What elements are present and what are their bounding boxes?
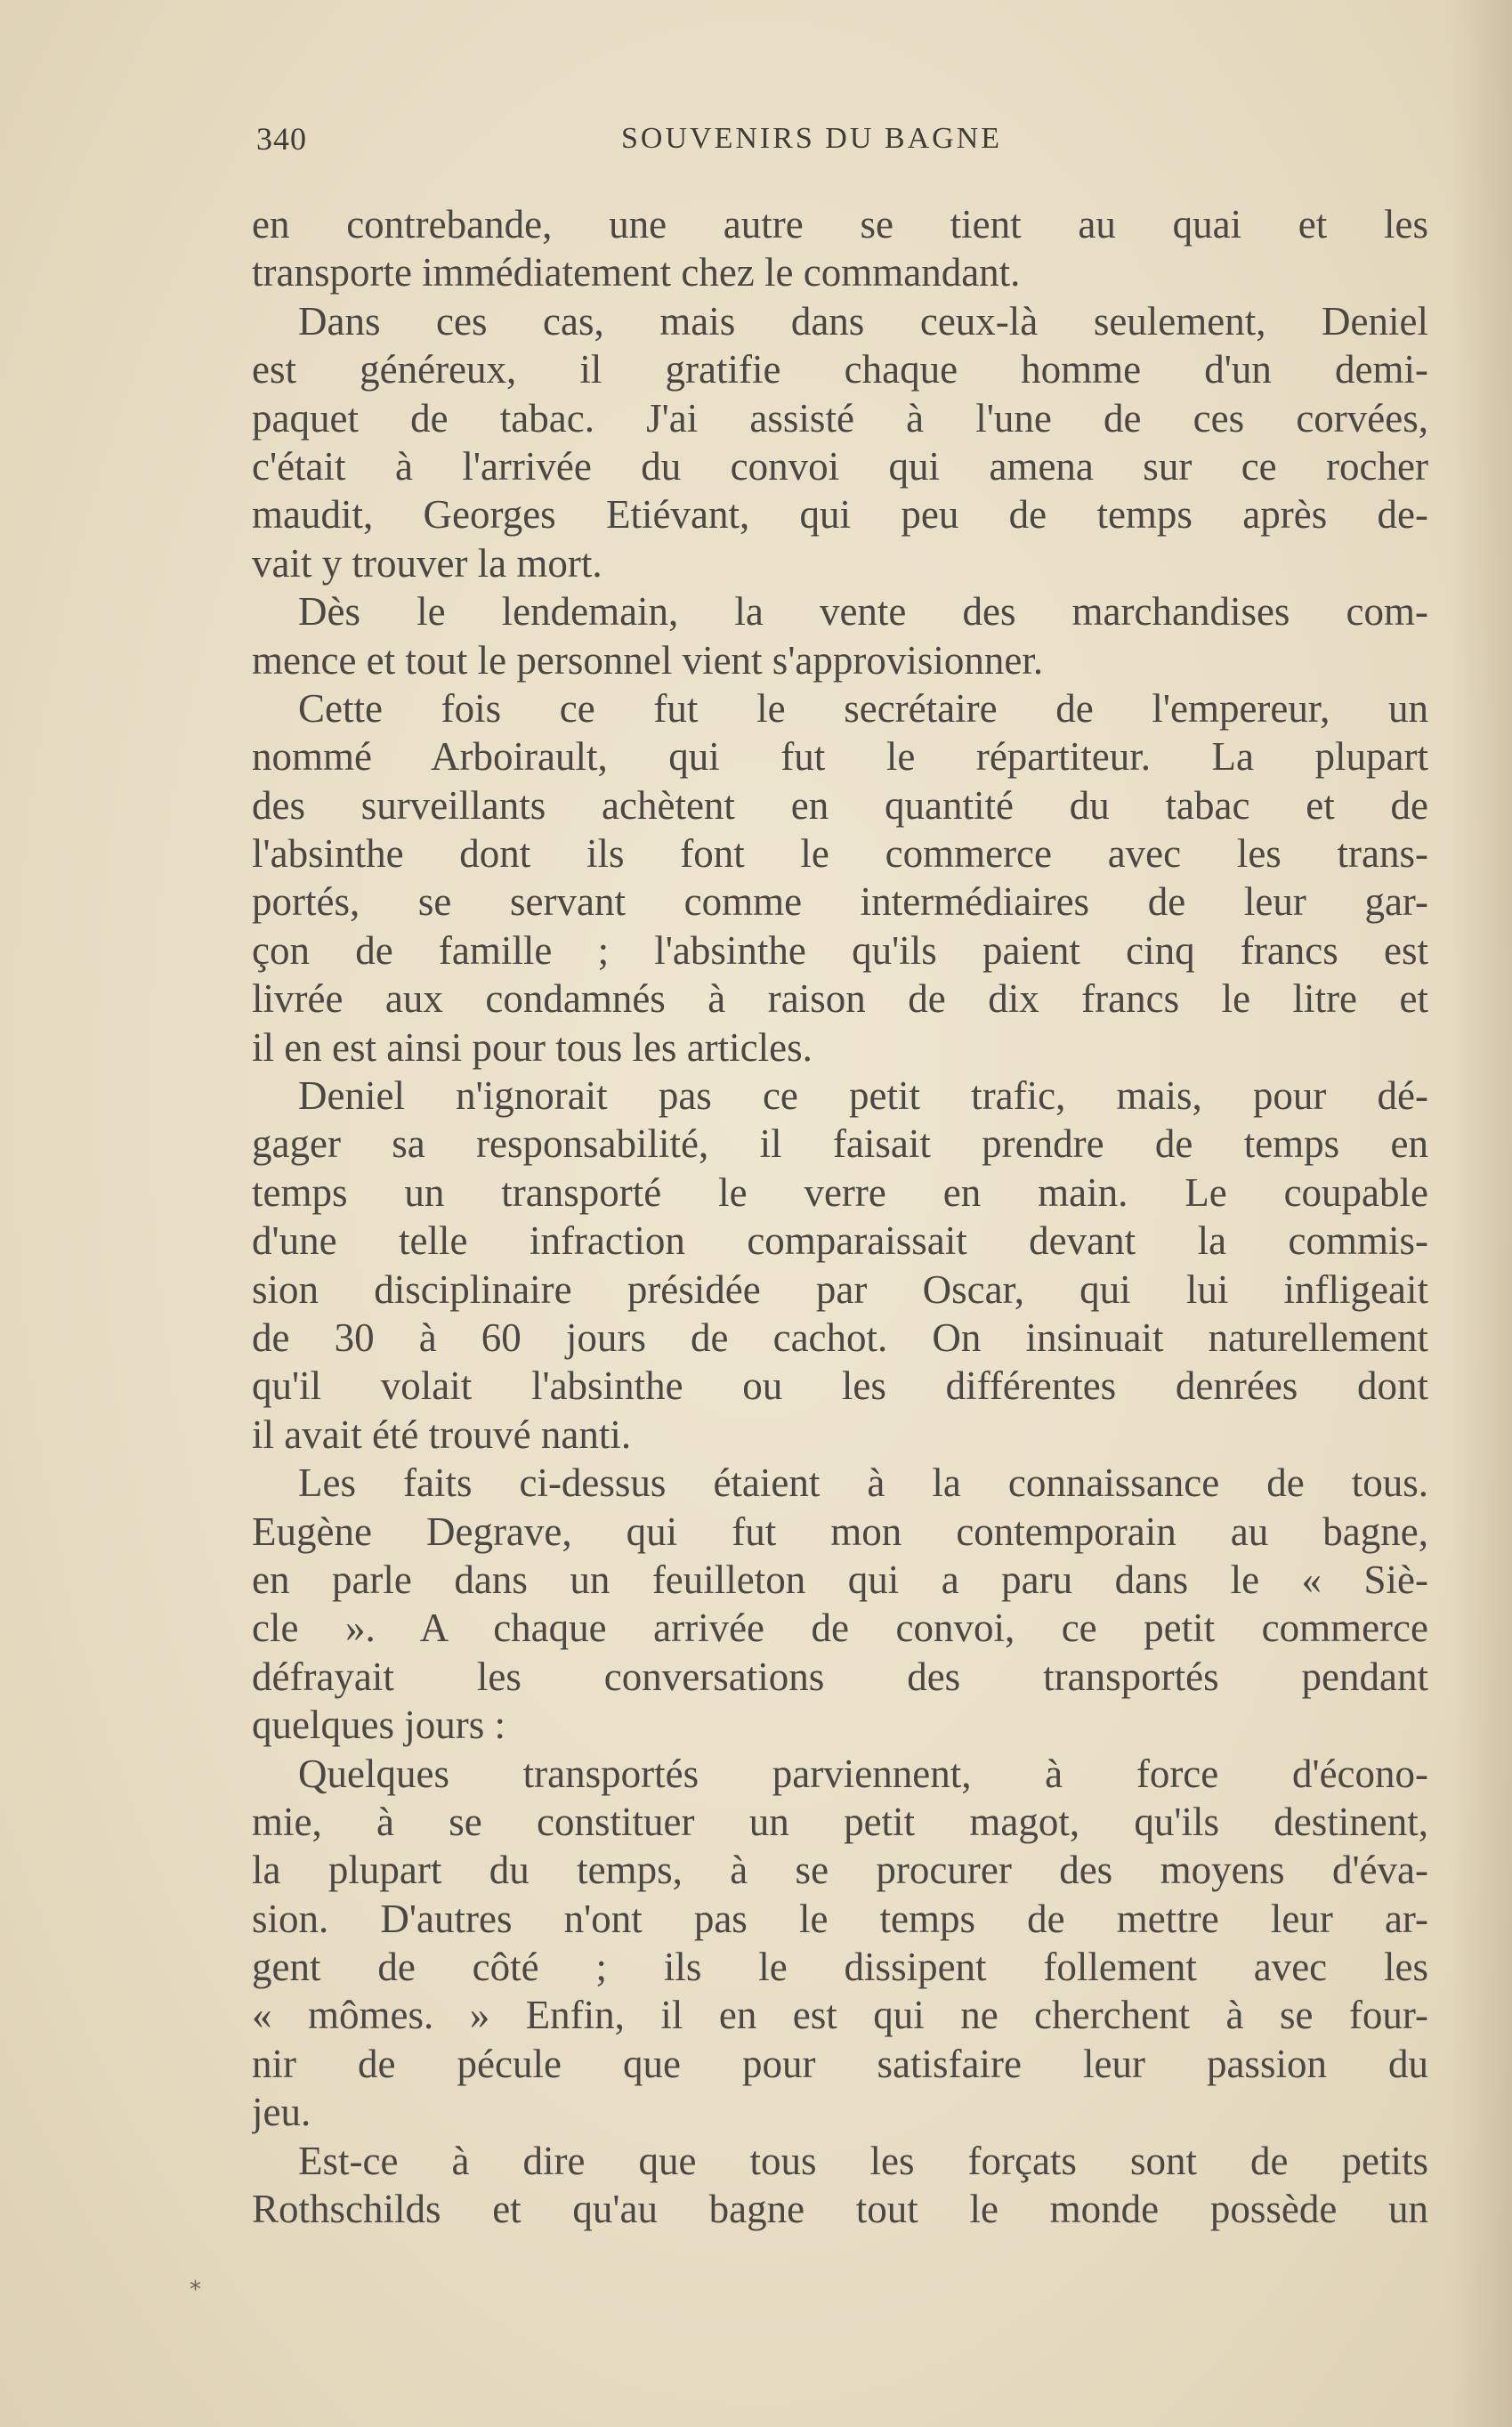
text-line: Rothschilds et qu'au bagne tout le monde possède un [252,2187,1428,2232]
text-line: Dès le lendemain, la vente des marchandises com- [298,589,1428,635]
text-line: paquet de tabac. J'ai assisté à l'une de ces corvées, [252,395,1428,441]
text-line: livrée aux condamnés à raison de dix francs le litre et [252,976,1428,1022]
text-line: la plupart du temps, à se procurer des moyens d'éva- [252,1848,1428,1893]
text-line: Quelques transportés parviennent, à force d'écono- [298,1751,1428,1796]
printer-mark: * [190,2277,201,2303]
text-line: mence et tout le personnel vient s'approvisionner. [252,637,1044,683]
text-line: quelques jours : [252,1703,505,1748]
text-line: cle ». A chaque arrivée de convoi, ce petit commerce [252,1606,1428,1651]
text-line: sion. D'autres n'ont pas le temps de mettre leur ar- [252,1896,1428,1941]
text-line: nir de pécule que pour satisfaire leur passion du [252,2041,1428,2086]
text-line: « mômes. » Enfin, il en est qui ne cherchent à se four- [252,1993,1428,2038]
text-line: vait y trouver la mort. [252,540,602,586]
text-line: c'était à l'arrivée du convoi qui amena sur ce rocher [252,443,1428,489]
page-header [256,120,1427,161]
text-line: jeu. [252,2090,311,2135]
text-line: défrayait les conversations des transportés pendant [252,1654,1428,1699]
text-line: il en est ainsi pour tous les articles. [252,1024,813,1070]
text-line: temps un transporté le verre en main. Le coupable [252,1169,1428,1215]
text-line: d'une telle infraction comparaissait devant la commis- [252,1218,1428,1264]
text-line: Est-ce à dire que tous les forçats sont de petits [298,2138,1428,2183]
running-title: SOUVENIRS DU BAGNE [621,122,1003,155]
text-line: est généreux, il gratifie chaque homme d'un demi- [252,347,1428,392]
page-edge-shadow [1450,0,1512,2427]
text-line: des surveillants achètent en quantité du tabac et de [252,782,1428,828]
text-line: Les faits ci-dessus étaient à la connaissance de tous. [298,1460,1428,1506]
text-line: en contrebande, une autre se tient au quai et les [252,202,1428,247]
text-line: gent de côté ; ils le dissipent follement avec les [252,1945,1428,1990]
text-line: de 30 à 60 jours de cachot. On insinuait naturellement [252,1315,1428,1360]
text-line: portés, se servant comme intermédiaires de leur gar- [252,879,1428,925]
text-line: qu'il volait l'absinthe ou les différentes denrées dont [252,1363,1428,1409]
text-line: nommé Arboirault, qui fut le répartiteur. La plupart [252,734,1428,780]
text-line: Cette fois ce fut le secrétaire de l'empereur, un [298,685,1428,731]
text-line: transporte immédiatement chez le commandant. [252,250,1021,295]
text-line: Eugène Degrave, qui fut mon contemporain au bagne, [252,1509,1428,1554]
page-number: 340 [256,121,307,157]
text-line: çon de famille ; l'absinthe qu'ils paient cinq francs est [252,927,1428,973]
body-text [252,200,1428,2233]
text-line: Deniel n'ignorait pas ce petit trafic, mais, pour dé- [298,1073,1428,1119]
text-line: il avait été trouvé nanti. [252,1412,632,1457]
text-line: en parle dans un feuilleton qui a paru dans le « Siè- [252,1557,1428,1602]
text-line: sion disciplinaire présidée par Oscar, qui lui infligeait [252,1266,1428,1312]
text-line: l'absinthe dont ils font le commerce avec les trans- [252,831,1428,877]
text-line: gager sa responsabilité, il faisait prendre de temps en [252,1121,1428,1167]
text-line: Dans ces cas, mais dans ceux-là seulement, Deniel [298,298,1428,344]
text-line: mie, à se constituer un petit magot, qu'ils destinent, [252,1799,1428,1844]
text-line: maudit, Georges Etiévant, qui peu de temps après de- [252,492,1428,538]
